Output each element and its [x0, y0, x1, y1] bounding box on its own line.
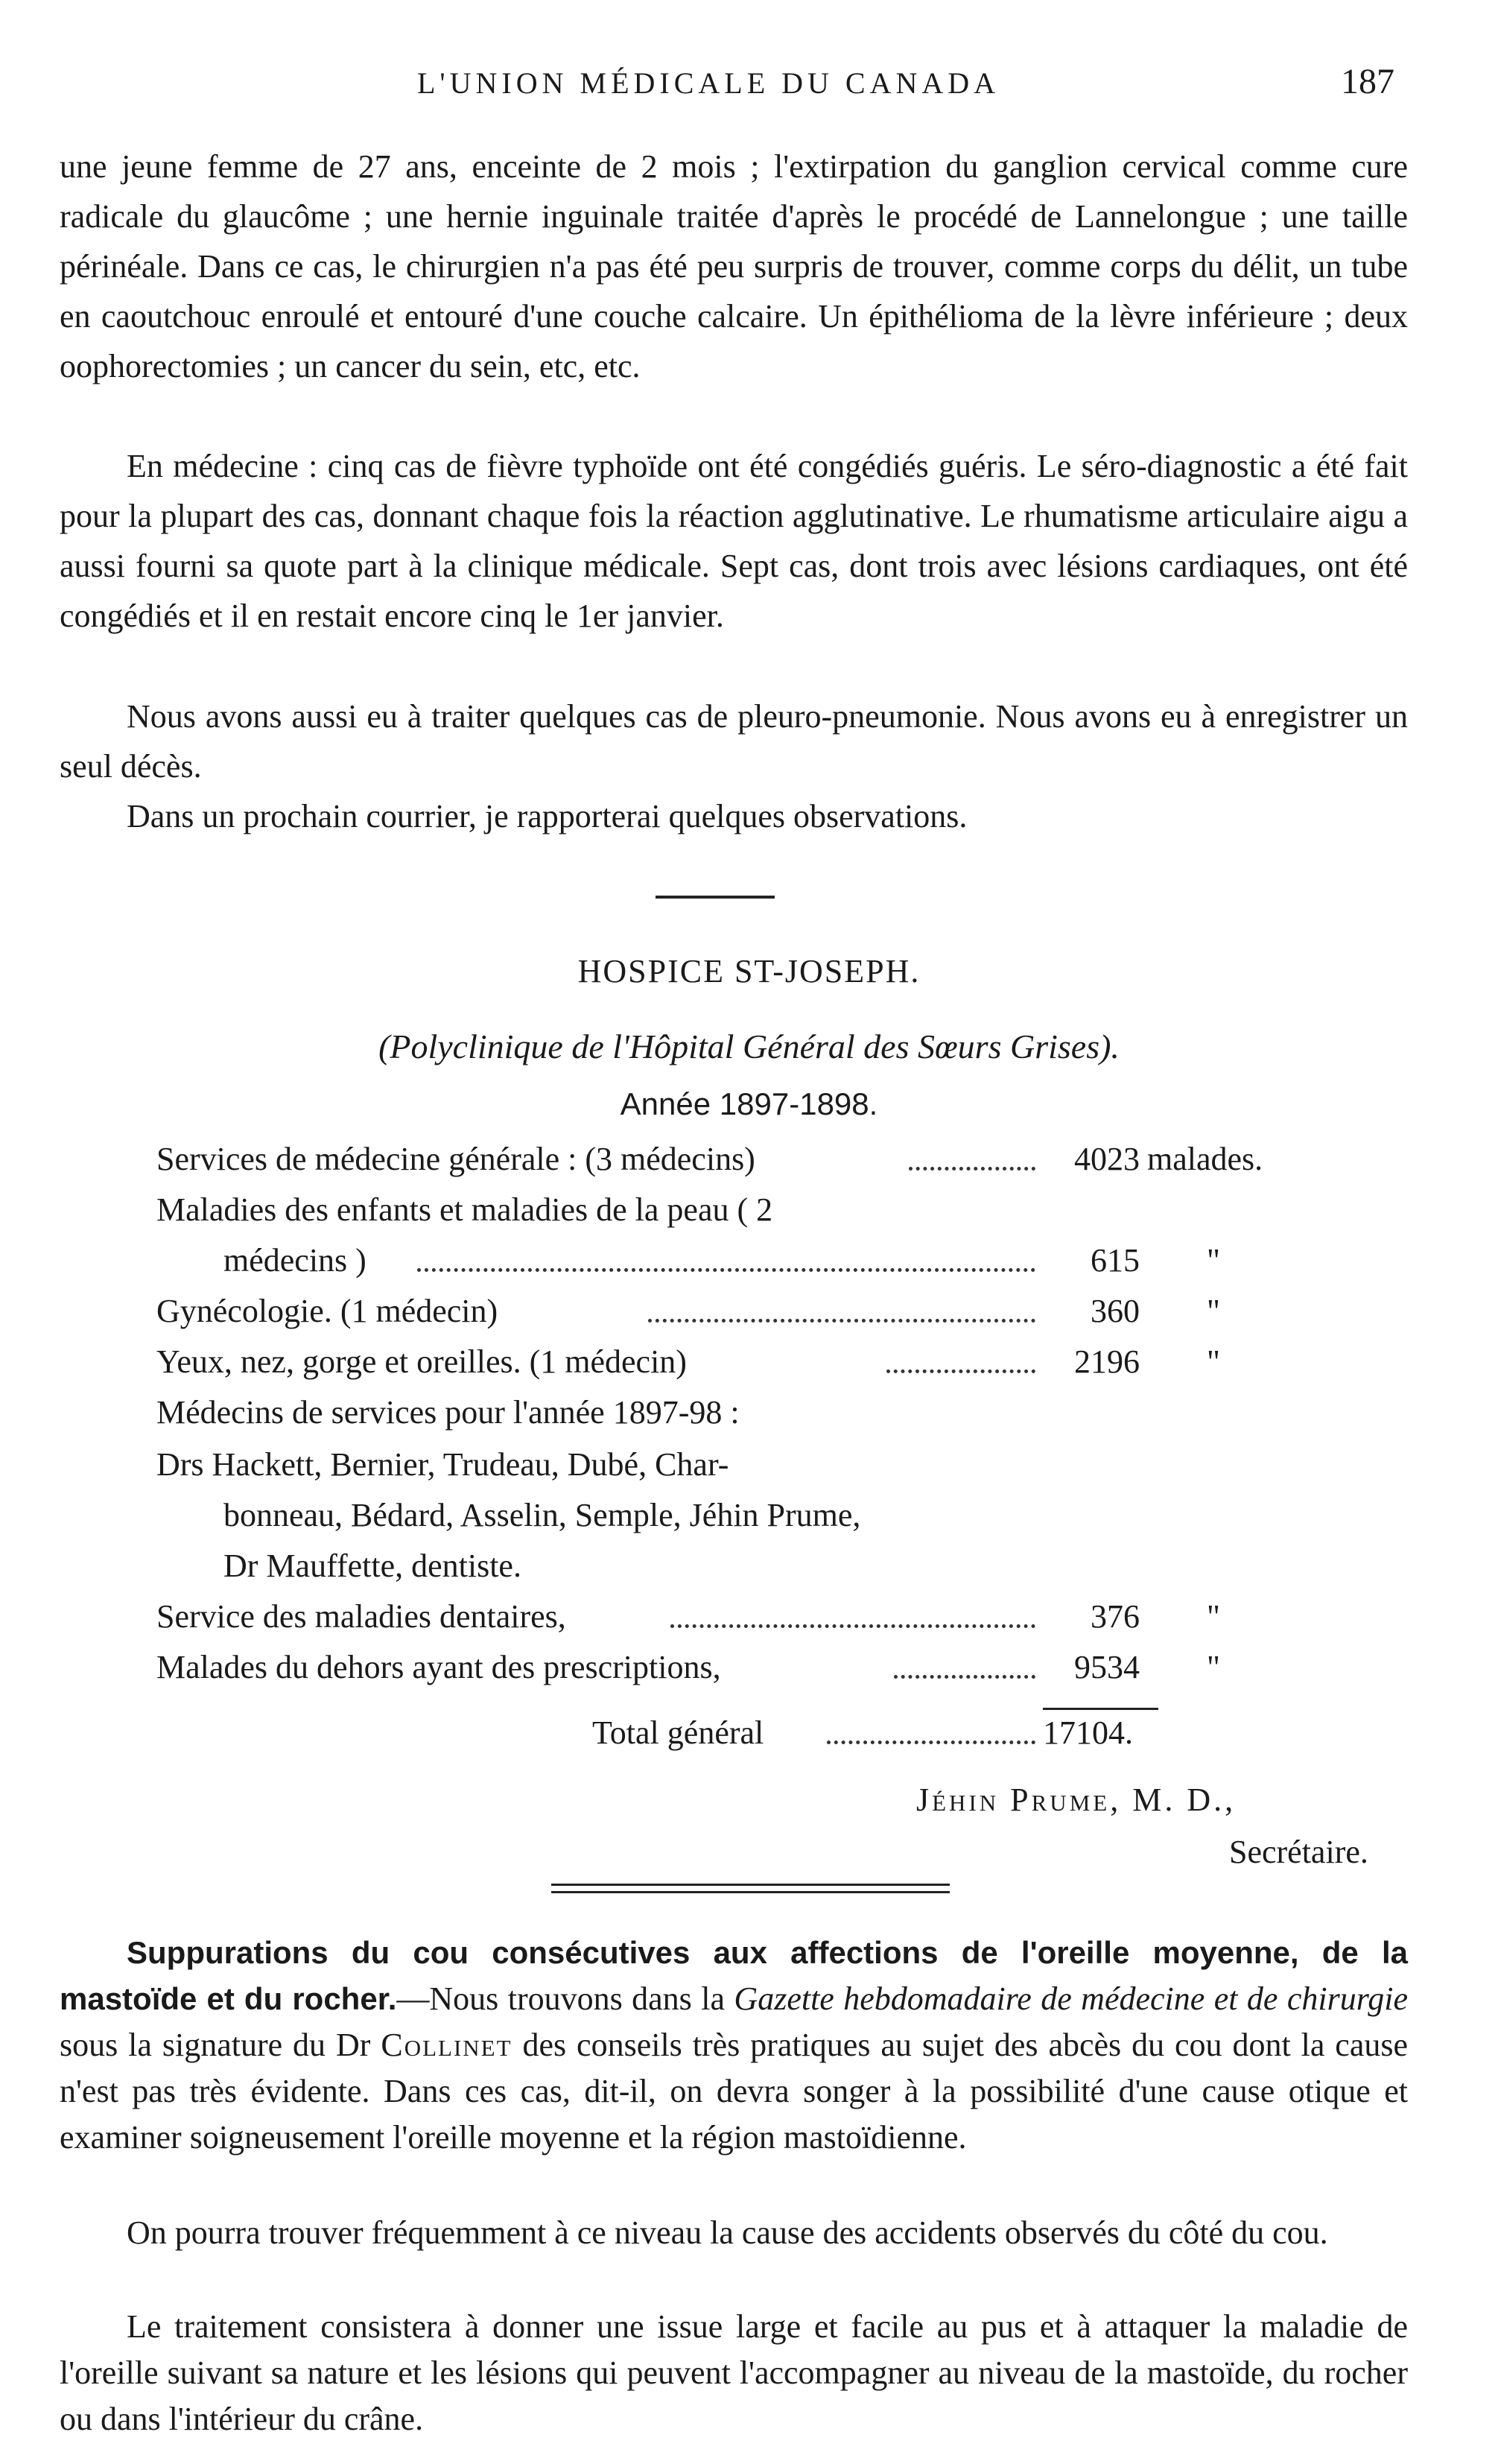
- stat-row: [0, 1597, 1498, 1642]
- stat-label: bonneau, Bédard, Asselin, Semple, Jéhin Prume,: [223, 1497, 861, 1533]
- stat-row: [0, 1191, 1498, 1235]
- stat-unit: malades.: [1147, 1141, 1263, 1177]
- stat-value: 2196: [1074, 1343, 1140, 1380]
- stat-value: 360: [1091, 1293, 1140, 1329]
- leader-dots: [894, 1675, 1035, 1679]
- stat-label: Drs Hackett, Bernier, Trudeau, Dubé, Char-: [156, 1446, 729, 1483]
- stat-unit: ": [1207, 1343, 1220, 1380]
- stat-label: Malades du dehors ayant des prescriptions,: [156, 1649, 721, 1685]
- separator-rule: [656, 896, 775, 899]
- stat-row: [0, 1343, 1498, 1387]
- journal-name: Gazette hebdomadaire de médecine et de chirurgie: [734, 1980, 1408, 2017]
- section-year: Année 1897-1898.: [620, 1086, 878, 1121]
- intro-paragraph-1: une jeune femme de 27 ans, enceinte de 2 mois ; l'extirpation du ganglion cervical comme cure radicale du glaucôme ; une hernie inguinale traitée d'après le procédé de Lannelongue ; une taille périnéale. Dans ce cas, le chirurgien n'a pas été peu surpris de trouver, comme corps du délit, un tube en caoutchouc enroulé et entouré d'une couche calcaire. Un épithélioma de la lèvre inférieure ; deux oophorectomies ; un cancer du sein, etc, etc.: [60, 148, 1408, 384]
- article-title: Suppurations du cou consécutives aux affections de l'oreille moyenne, de la mastoïde et du rocher.: [60, 1935, 1408, 2016]
- running-title: L'UNION MÉDICALE DU CANADA: [417, 66, 1000, 100]
- page-number: 187: [1341, 62, 1394, 101]
- leader-dots: [886, 1369, 1035, 1373]
- stat-label: Dr Mauffette, dentiste.: [223, 1548, 521, 1584]
- article-paragraph-1: [60, 1930, 1408, 2161]
- article-text: sous la signature du Dr: [60, 2027, 381, 2063]
- stat-value: 376: [1091, 1598, 1140, 1635]
- article-text: —Nous trouvons dans la: [396, 1980, 734, 2017]
- stat-value: 615: [1091, 1242, 1140, 1279]
- total-rule: [1043, 1708, 1158, 1710]
- leader-dots: [670, 1624, 1035, 1628]
- leader-dots: [648, 1319, 1035, 1323]
- double-rule-top: [551, 1884, 950, 1886]
- intro-paragraph-2: En médecine : cinq cas de fièvre typhoïde ont été congédiés guéris. Le séro-diagnostic a été fait pour la plupart des cas, donnant chaque fois la réaction agglutinative. Le rhumatisme articulaire aigu a aussi fourni sa quote part à la clinique médicale. Sept cas, dont trois avec lésions cardiaques, ont été congédiés et il en restait encore cinq le 1er janvier.: [60, 448, 1408, 634]
- signature: Jéhin Prume, M. D.,: [916, 1782, 1237, 1818]
- intro-paragraph-3: Nous avons aussi eu à traiter quelques cas de pleuro-pneumonie. Nous avons eu à enregistrer un seul décès.: [60, 698, 1408, 785]
- stat-label: Services de médecine générale : (3 médecins): [156, 1141, 755, 1177]
- stat-row: [0, 1445, 1498, 1490]
- stat-unit: ": [1207, 1242, 1220, 1279]
- stat-label: Yeux, nez, gorge et oreilles. (1 médecin): [156, 1343, 687, 1380]
- stat-row: [0, 1547, 1498, 1592]
- stat-label: Maladies des enfants et maladies de la peau ( 2: [156, 1191, 773, 1228]
- stat-label: Service des maladies dentaires,: [156, 1598, 566, 1635]
- running-head: [0, 62, 1498, 110]
- stat-unit: ": [1207, 1598, 1220, 1635]
- signature-role: Secrétaire.: [1229, 1834, 1368, 1870]
- double-rule-bottom: [551, 1891, 950, 1893]
- intro-paragraph-4: Dans un prochain courrier, je rapporterai quelques observations.: [127, 798, 968, 834]
- stat-row: [0, 1140, 1498, 1185]
- article-paragraph-2: On pourra trouver fréquemment à ce niveau la cause des accidents observés du côté du cou.: [127, 2214, 1328, 2251]
- leader-dots: [827, 1741, 1035, 1744]
- total-label: Total général: [592, 1714, 764, 1751]
- author-name: Collinet: [381, 2027, 512, 2063]
- article-paragraph-3: Le traitement consistera à donner une issue large et facile au pus et à attaquer la maladie de l'oreille suivant sa nature et les lésions qui peuvent l'accompagner au niveau de la mastoïde, du rocher ou dans l'intérieur du crâne.: [60, 2308, 1408, 2437]
- stat-row: [0, 1496, 1498, 1541]
- section-subtitle: (Polyclinique de l'Hôpital Général des Sœurs Grises).: [378, 1027, 1120, 1065]
- stat-unit: ": [1207, 1649, 1220, 1685]
- stat-label: Gynécologie. (1 médecin): [156, 1293, 498, 1329]
- total-value: 17104.: [1043, 1714, 1133, 1751]
- stat-label: médecins ): [223, 1242, 366, 1279]
- stat-value: 4023: [1074, 1141, 1140, 1177]
- stat-row: [0, 1393, 1498, 1438]
- article-text: des conseils très pratiques au sujet des abcès du cou dont la cause n'est pas très évidente. Dans ces cas, dit-il, on devra songer à la possibilité d'une cause otique et examiner soigneusement l'oreille moyenne et la région mastoïdienne.: [60, 2027, 1408, 2156]
- stat-unit: ": [1207, 1293, 1220, 1329]
- stat-row: [0, 1292, 1498, 1337]
- stat-label: Médecins de services pour l'année 1897-98 :: [156, 1394, 740, 1431]
- stat-value: 9534: [1074, 1649, 1140, 1685]
- leader-dots: [909, 1167, 1035, 1171]
- section-title: HOSPICE ST-JOSEPH.: [577, 953, 921, 989]
- stat-row: [0, 1241, 1498, 1286]
- stat-row: [0, 1648, 1498, 1693]
- total-row: [0, 1714, 1498, 1758]
- leader-dots: [417, 1268, 1035, 1272]
